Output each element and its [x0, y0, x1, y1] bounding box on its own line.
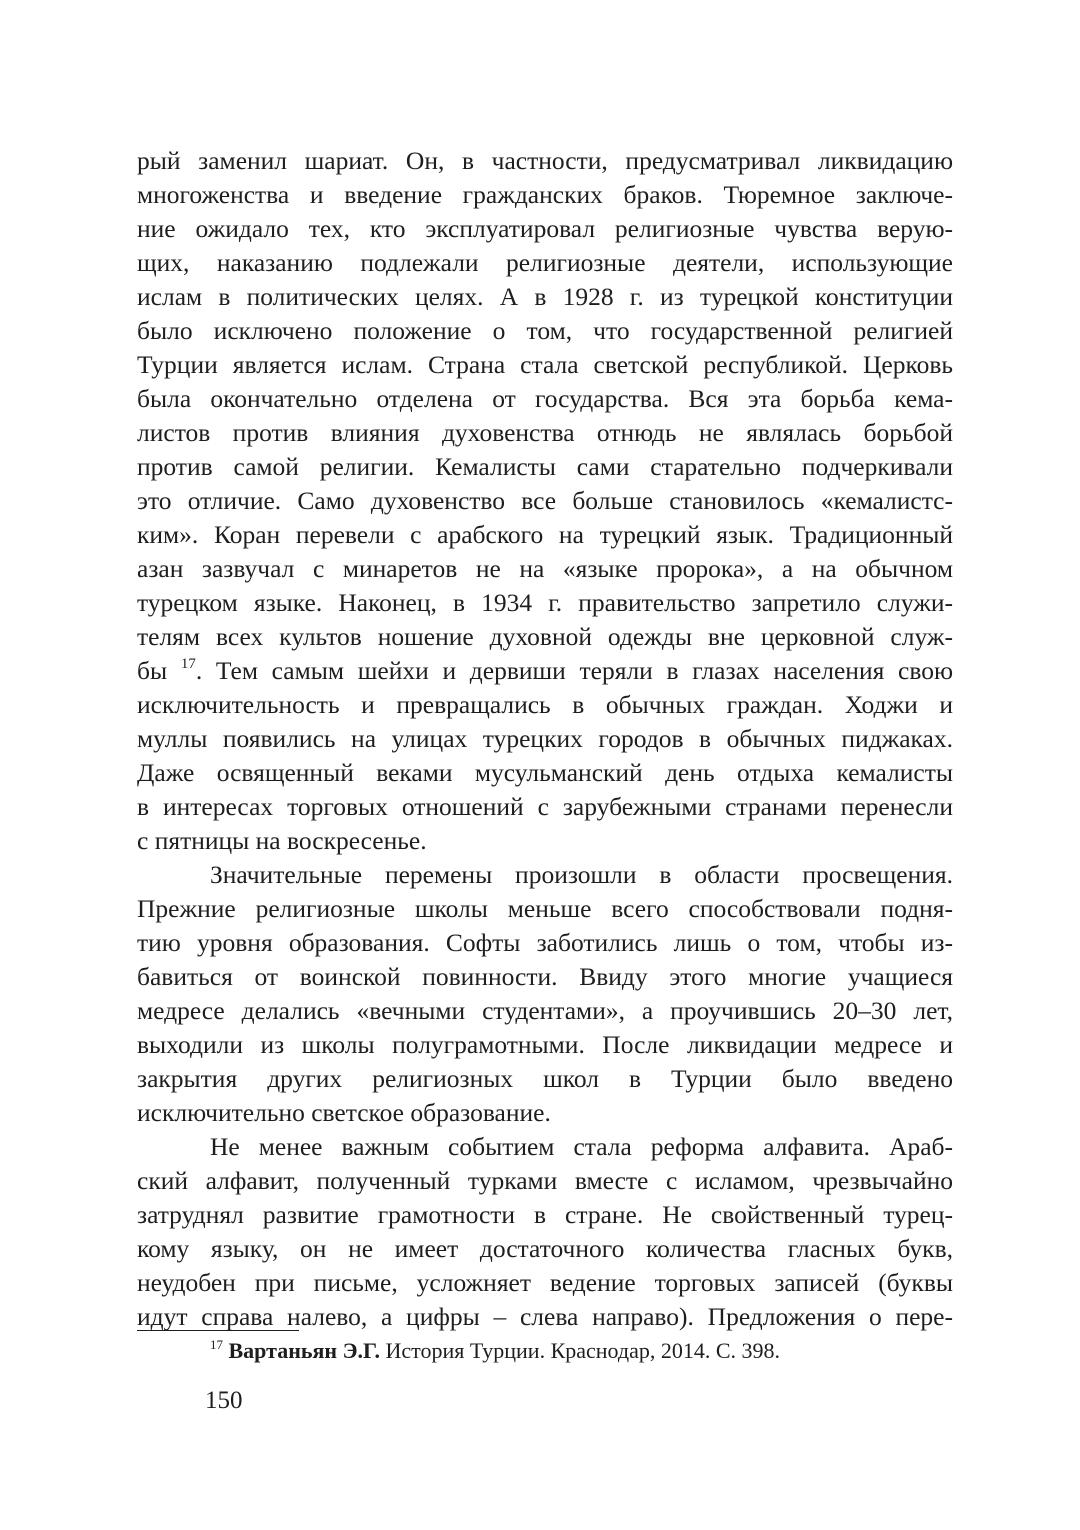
text-line: турецком языке. Наконец, в 1934 г. правительство запретило служи- — [137, 588, 953, 617]
text-line: многоженства и введение гражданских браков. Тюремное заключе- — [137, 180, 953, 209]
text-line: исключительность и превращались в обычных граждан. Ходжи и — [137, 690, 953, 719]
text-line: медресе делались «вечными студентами», а проучившись 20–30 лет, — [137, 996, 953, 1025]
paragraph-first-line: Не менее важным событием стала реформа алфавита. Араб- — [210, 1132, 953, 1161]
text-line: Прежние религиозные школы меньше всего способствовали подня- — [137, 894, 953, 923]
text-line: это отличие. Само духовенство все больше становилось «кемалистс- — [137, 486, 953, 515]
text-fragment: . Тем самым шейхи и дервиши теряли в глазах населения свою — [195, 656, 954, 685]
footnote-reference[interactable]: 17 — [180, 656, 196, 672]
text-line: идут справа налево, а цифры – слева направо). Предложения о пере- — [137, 1302, 953, 1331]
text-line: рый заменил шариат. Он, в частности, предусматривал ликвидацию — [137, 146, 953, 175]
text-line: щих, наказанию подлежали религиозные деятели, использующие — [137, 248, 953, 277]
text-line: бавиться от воинской повинности. Ввиду этого многие учащиеся — [137, 962, 953, 991]
text-line: с пятницы на воскресенье. — [137, 826, 427, 855]
footnote — [210, 1336, 780, 1366]
text-line: исключительно светское образование. — [137, 1098, 551, 1127]
text-line: в интересах торговых отношений с зарубежными странами перенесли — [137, 792, 953, 821]
paragraph-first-line: Значительные перемены произошли в области просвещения. — [210, 860, 953, 889]
text-line: Турции является ислам. Страна стала светской республикой. Церковь — [137, 350, 953, 379]
text-line: ский алфавит, полученный турками вместе с исламом, чрезвычайно — [137, 1166, 953, 1195]
text-line: ислам в политических целях. А в 1928 г. из турецкой конституции — [137, 282, 953, 311]
text-line: кому языку, он не имеет достаточного количества гласных букв, — [137, 1234, 953, 1263]
text-line: тию уровня образования. Софты заботились лишь о том, чтобы из- — [137, 928, 953, 957]
text-line: затруднял развитие грамотности в стране. Не свойственный турец- — [137, 1200, 953, 1229]
text-line: против самой религии. Кемалисты сами старательно подчеркивали — [137, 452, 953, 481]
footnote-marker: 17 — [210, 1337, 223, 1352]
text-line: ким». Коран перевели с арабского на турецкий язык. Традиционный — [137, 520, 953, 549]
text-line: ние ожидало тех, кто эксплуатировал религиозные чувства верую- — [137, 214, 953, 243]
text-fragment: бы — [137, 656, 168, 685]
text-line: была окончательно отделена от государства. Вся эта борьба кема- — [137, 384, 953, 413]
text-line: Даже освященный веками мусульманский день отдыха кемалисты — [137, 758, 953, 787]
text-line: выходили из школы полуграмотными. После ликвидации медресе и — [137, 1030, 953, 1059]
footnote-divider — [137, 1330, 299, 1331]
footnote-text: История Турции. Краснодар, 2014. С. 398. — [385, 1338, 781, 1363]
text-line: телям всех культов ношение духовной одежды вне церковной служ- — [137, 622, 953, 651]
footnote-author: Вартаньян Э.Г. — [228, 1338, 381, 1363]
text-line-with-footnote — [137, 654, 953, 688]
text-line: листов против влияния духовенства отнюдь не являлась борьбой — [137, 418, 953, 447]
text-line: муллы появились на улицах турецких городов в обычных пиджаках. — [137, 724, 953, 753]
text-line: было исключено положение о том, что государственной религией — [137, 316, 953, 345]
text-line: закрытия других религиозных школ в Турции было введено — [137, 1064, 953, 1093]
page-number: 150 — [205, 1387, 243, 1414]
text-line: неудобен при письме, усложняет ведение торговых записей (буквы — [137, 1268, 953, 1297]
text-line: азан зазвучал с минаретов не на «языке пророка», а на обычном — [137, 554, 953, 583]
